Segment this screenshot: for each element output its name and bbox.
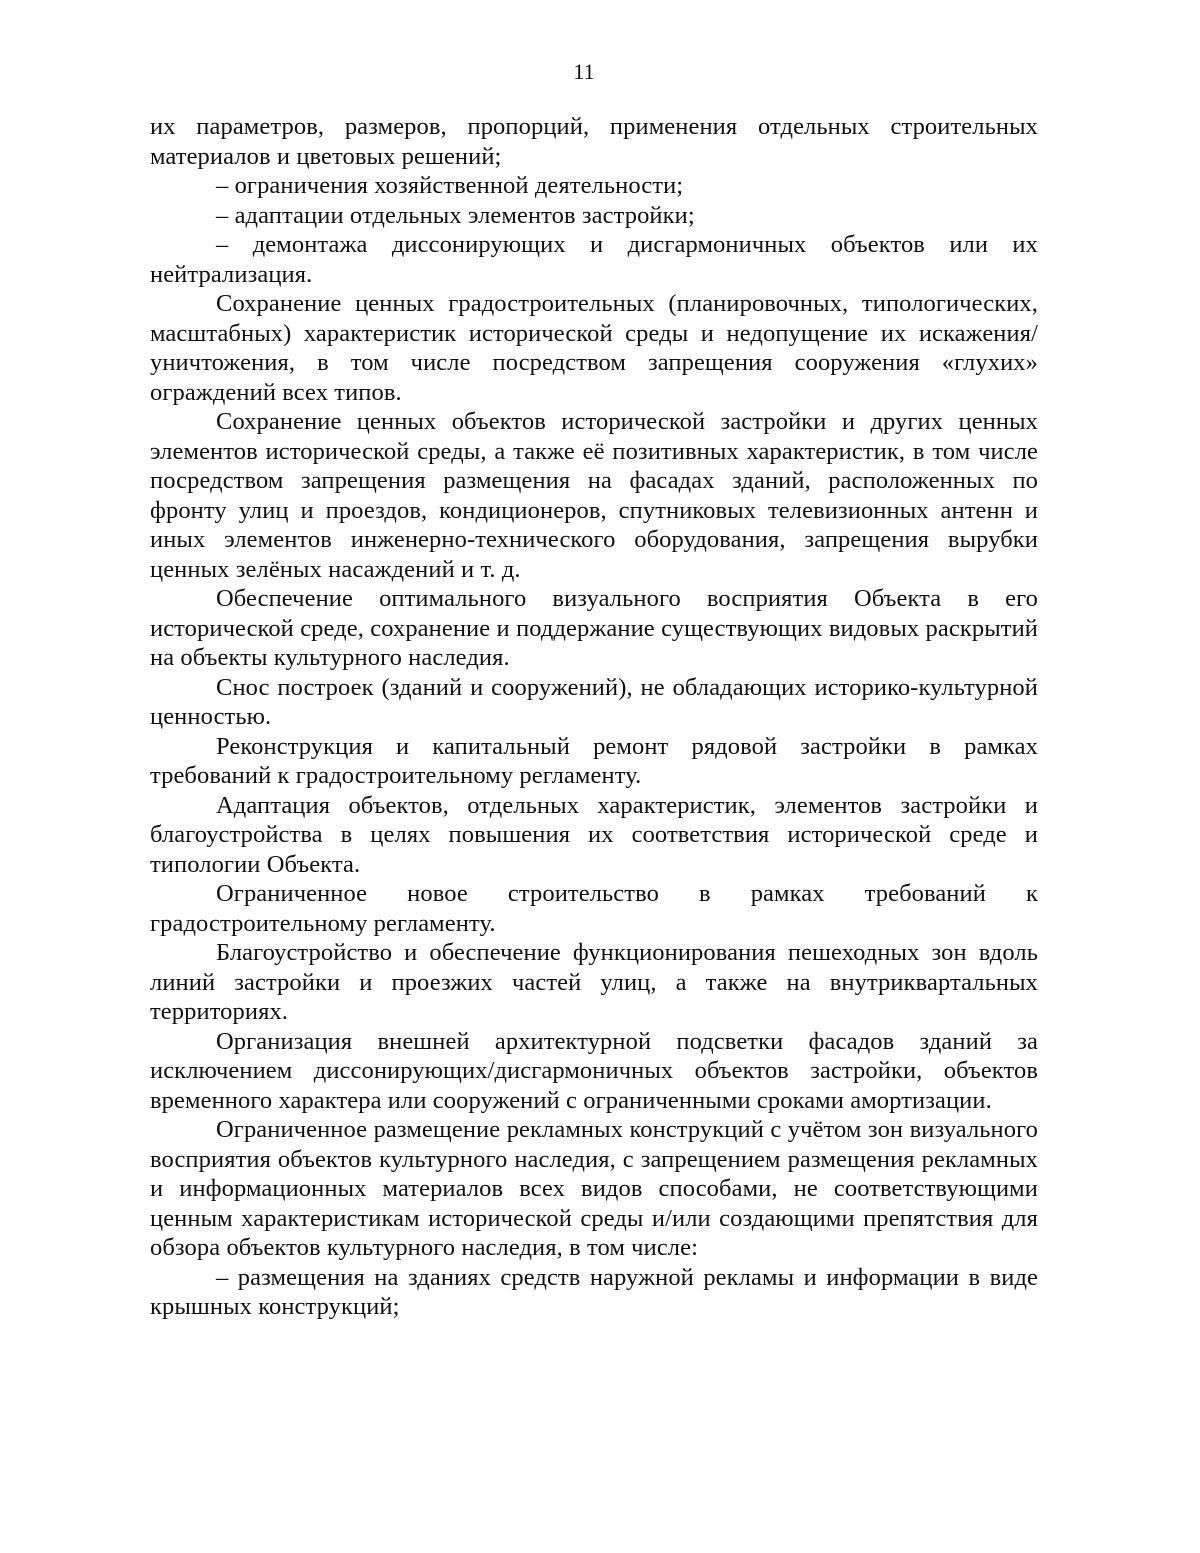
paragraph-continuation: их параметров, размеров, пропорций, применения отдельных строительных материалов и цветовых решений; bbox=[150, 113, 1038, 170]
paragraph-urban-characteristics: Сохранение ценных градостроительных (планировочных, типологических, масштабных) характеристик исторической среды и недопущение их искажения/уничтожения, в том числе посредством запрещения сооружения «глухих» ограждений всех типов. bbox=[150, 290, 1038, 406]
paragraph-reconstruction: Реконструкция и капитальный ремонт рядовой застройки в рамках требований к градостроительному регламенту. bbox=[150, 732, 1038, 789]
paragraph-lighting: Организация внешней архитектурной подсветки фасадов зданий за исключением диссонирующих/дисгармоничных объектов застройки, объектов временного характера или сооружений с ограниченными сроками амортизации. bbox=[150, 1027, 1038, 1114]
list-item-economic-restriction: – ограничения хозяйственной деятельности; bbox=[216, 172, 684, 199]
document-body bbox=[150, 112, 1038, 1322]
paragraph-adaptation: Адаптация объектов, отдельных характеристик, элементов застройки и благоустройства в целях повышения их соответствия исторической среде и типологии Объекта. bbox=[150, 791, 1038, 878]
list-item-adaptation: – адаптации отдельных элементов застройки; bbox=[216, 201, 695, 229]
paragraph-landscaping: Благоустройство и обеспечение функционирования пешеходных зон вдоль линий застройки и проезжих частей улиц, а также на внутриквартальных территориях. bbox=[150, 939, 1038, 1025]
list-item-rooftop-ads: – размещения на зданиях средств наружной рекламы и информации в виде крышных конструкций; bbox=[150, 1263, 1038, 1320]
paragraph-new-construction: Ограниченное новое строительство в рамках требований к градостроительному регламенту. bbox=[150, 880, 1038, 937]
paragraph-demolition: Снос построек (зданий и сооружений), не обладающих историко-культурной ценностью. bbox=[150, 673, 1038, 730]
paragraph-visual-perception: Обеспечение оптимального визуального восприятия Объекта в его исторической среде, сохранение и поддержание существующих видовых раскрытий на объекты культурного наследия. bbox=[150, 585, 1038, 671]
paragraph-valuable-objects: Сохранение ценных объектов исторической застройки и других ценных элементов исторической среды, а также её позитивных характеристик, в том числе посредством запрещения размещения на фасадах зданий, расположенных по фронту улиц и проездов, кондиционеров, спутниковых телевизионных антенн и иных элементов инженерно-технического оборудования, запрещения вырубки ценных зелёных насаждений и т. д. bbox=[150, 408, 1038, 583]
paragraph-advertising: Ограниченное размещение рекламных конструкций с учётом зон визуального восприятия объектов культурного наследия, с запрещением размещения рекламных и информационных материалов всех видов способами, не соответствующими ценным характеристикам исторической среды и/или создающими препятствия для обзора объектов культурного наследия, в том числе: bbox=[150, 1116, 1038, 1261]
list-item-dismantling: – демонтажа диссонирующих и дисгармоничных объектов или их нейтрализация. bbox=[150, 231, 1038, 288]
page-number: 11 bbox=[573, 59, 595, 84]
